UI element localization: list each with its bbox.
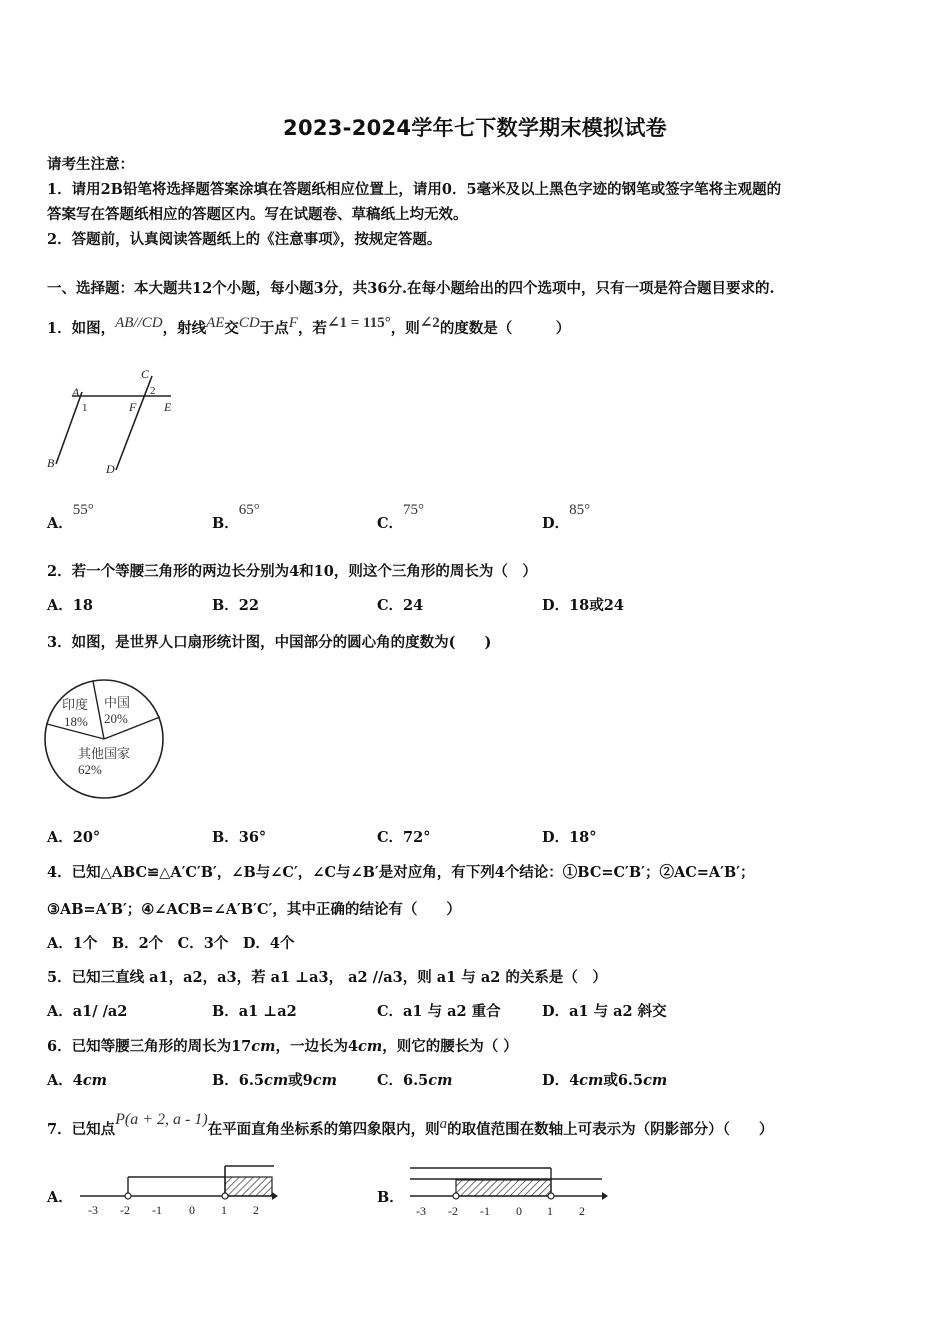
q1-option-a-value: 55°	[72, 502, 94, 518]
q6-option-b-text: B．6.5	[212, 1072, 264, 1089]
q1-text-6: ，则	[390, 319, 420, 337]
q6-option-d[interactable]	[542, 1069, 667, 1090]
q6-stem-c: ，则它的腰长为（ ）	[382, 1038, 518, 1055]
open-circle-minus2	[125, 1193, 131, 1199]
q2-option-a[interactable]: A．18	[47, 597, 93, 614]
tick-label: -3	[88, 1203, 98, 1217]
q6-unit-2: cm	[358, 1038, 383, 1055]
open-circle-1	[222, 1193, 228, 1199]
q1-text-4: 于点	[259, 319, 289, 337]
q7-option-b-letter[interactable]: B．	[377, 1189, 404, 1206]
q2-stem: 2．若一个等腰三角形的两边长分别为4和10，则这个三角形的周长为（ ）	[47, 563, 537, 580]
notice-line-1b: 答案写在答题纸相应的答题区内。写在试题卷、草稿纸上均无效。	[47, 206, 468, 223]
q1-text-1: 1．如图，	[47, 319, 116, 337]
q4-options[interactable]: A．1个 B．2个 C．3个 D．4个	[47, 935, 295, 952]
tick-label: 1	[547, 1204, 553, 1218]
q7-option-a-numberline[interactable]	[74, 1158, 280, 1220]
page-title: 2023-2024学年七下数学期末模拟试卷	[283, 116, 667, 140]
q6-option-b-unit: cm	[263, 1072, 289, 1089]
label-f: F	[129, 400, 137, 414]
q6-option-b-unit-2: cm	[312, 1072, 337, 1089]
q1-math-angle1: ∠1 = 115°	[326, 315, 391, 331]
tick-label: -2	[448, 1204, 458, 1218]
q1-figure	[44, 364, 194, 479]
q1-option-b[interactable]	[212, 502, 260, 533]
line-ab	[56, 392, 82, 464]
q6-unit-1: cm	[251, 1038, 276, 1055]
q7-stem	[47, 1111, 774, 1139]
q1-option-b-letter: B．	[212, 514, 239, 532]
q6-option-a[interactable]	[47, 1069, 107, 1090]
q6-option-b[interactable]	[212, 1069, 337, 1090]
open-circle-1	[548, 1193, 554, 1199]
q6-option-b-text-2: 或9	[288, 1072, 313, 1089]
q7-option-a-letter[interactable]: A．	[47, 1189, 73, 1206]
q7-math-a: a	[439, 1116, 448, 1132]
pie-label-china: 中国	[104, 695, 131, 710]
q6-stem	[47, 1035, 518, 1056]
q6-stem-a: 6．已知等腰三角形的周长为17	[47, 1038, 252, 1055]
q6-option-d-text: D．4	[542, 1072, 580, 1089]
shaded-region	[456, 1180, 551, 1196]
q3-option-a[interactable]: A．20°	[47, 829, 101, 846]
q1-option-a-letter: A．	[47, 514, 73, 532]
pie-label-india: 印度	[62, 697, 89, 712]
q5-option-d[interactable]: D．a1 与 a2 斜交	[542, 1003, 667, 1020]
axis-arrow	[602, 1192, 608, 1200]
q1-math-ab-cd: AB//CD	[115, 315, 163, 331]
q1-text-3: 交	[224, 319, 239, 337]
q6-option-d-unit: cm	[579, 1072, 604, 1089]
q3-option-d[interactable]: D．18°	[542, 829, 597, 846]
tick-label: 0	[189, 1203, 195, 1217]
label-d: D	[106, 462, 115, 476]
pie-pct-other: 62%	[78, 762, 102, 777]
q7-text-3: 的取值范围在数轴上可表示为（阴影部分）（ ）	[447, 1120, 774, 1138]
tick-label: -1	[152, 1203, 162, 1217]
label-a: A	[72, 385, 80, 399]
q2-option-b[interactable]: B．22	[212, 597, 259, 614]
q6-stem-b: ，一边长为4	[275, 1038, 359, 1055]
axis-arrow	[272, 1192, 278, 1200]
q6-option-d-text-2: 或6.5	[603, 1072, 644, 1089]
q4-stem-line2: ③AB=A′B′；④∠ACB=∠A′B′C′，其中正确的结论有（ ）	[47, 901, 461, 918]
q5-option-a[interactable]: A．a1/ /a2	[47, 1003, 128, 1020]
q3-stem: 3．如图，是世界人口扇形统计图，中国部分的圆心角的度数为( )	[47, 634, 492, 651]
shaded-region	[225, 1177, 272, 1196]
tick-label: 2	[253, 1203, 259, 1217]
section-heading: 一、选择题：本大题共12个小题，每小题3分，共36分.在每小题给出的四个选项中，只有一项是符合题目要求的.	[47, 280, 775, 297]
q1-stem	[47, 313, 570, 338]
q1-option-d-letter: D．	[542, 514, 570, 532]
q7-math-point: P(a + 2, a - 1)	[115, 1111, 208, 1128]
q3-option-b[interactable]: B．36°	[212, 829, 267, 846]
q6-option-a-text: A．4	[47, 1072, 83, 1089]
pie-label-other: 其他国家	[78, 746, 131, 761]
tick-label: -1	[480, 1204, 490, 1218]
pie-pct-india: 18%	[64, 714, 88, 729]
q5-option-b[interactable]: B．a1 ⊥a2	[212, 1003, 297, 1020]
q7-text-2: 在平面直角坐标系的第四象限内，则	[207, 1120, 440, 1138]
pie-pct-china: 20%	[104, 711, 128, 726]
tick-label: 2	[579, 1204, 585, 1218]
q1-text-7: 的度数是（ ）	[439, 319, 571, 337]
q3-option-c[interactable]: C．72°	[377, 829, 431, 846]
q1-text-5: ，若	[297, 319, 327, 337]
q2-option-c[interactable]: C．24	[377, 597, 424, 614]
q6-option-d-unit-2: cm	[643, 1072, 668, 1089]
notice-line-1a: 1．请用2B铅笔将选择题答案涂填在答题纸相应位置上，请用0．5毫米及以上黑色字迹的钢笔或签字笔将主观题的	[47, 181, 782, 198]
label-e: E	[164, 400, 172, 414]
q1-math-f: F	[288, 315, 298, 331]
q2-option-d[interactable]: D．18或24	[542, 597, 624, 614]
q1-option-a[interactable]	[47, 502, 94, 533]
tick-label: -2	[120, 1203, 130, 1217]
q1-option-c-letter: C．	[377, 514, 404, 532]
tick-label: 1	[221, 1203, 227, 1217]
q1-text-2: ，射线	[162, 319, 207, 337]
tick-label: 0	[516, 1204, 522, 1218]
q6-option-c[interactable]	[377, 1069, 452, 1090]
label-two: 2	[150, 385, 156, 397]
q1-option-d-value: 85°	[569, 502, 591, 518]
line-cd	[116, 376, 152, 470]
q1-option-d[interactable]	[542, 502, 591, 533]
q6-option-c-unit: cm	[428, 1072, 453, 1089]
q7-text-1: 7．已知点	[47, 1120, 116, 1138]
q1-option-b-value: 65°	[238, 502, 260, 518]
q1-math-angle2: ∠2	[419, 315, 440, 331]
notice-heading: 请考生注意：	[47, 156, 134, 173]
q1-math-cd: CD	[238, 315, 260, 331]
label-one: 1	[82, 402, 88, 414]
q5-option-c[interactable]: C．a1 与 a2 重合	[377, 1003, 501, 1020]
open-circle-minus2	[453, 1193, 459, 1199]
q7-option-b-numberline[interactable]	[404, 1160, 610, 1222]
label-c: C	[141, 367, 150, 381]
q5-stem: 5．已知三直线 a1，a2，a3，若 a1 ⊥a3， a2 //a3，则 a1 与 a2 的关系是（ ）	[47, 969, 607, 986]
q3-pie-chart	[40, 674, 170, 804]
tick-label: -3	[416, 1204, 426, 1218]
label-b: B	[47, 456, 55, 470]
q6-option-c-text: C．6.5	[377, 1072, 429, 1089]
q4-stem-line1: 4．已知△ABC≌△A′C′B′，∠B与∠C′，∠C与∠B′是对应角，有下列4个结论：①BC=C′B′；②AC=A′B′；	[47, 864, 755, 881]
q1-math-ae: AE	[206, 315, 225, 331]
notice-line-2: 2．答题前，认真阅读答题纸上的《注意事项》，按规定答题。	[47, 231, 442, 248]
q1-option-c-value: 75°	[403, 502, 425, 518]
q1-option-c[interactable]	[377, 502, 425, 533]
q6-option-a-unit: cm	[82, 1072, 108, 1089]
